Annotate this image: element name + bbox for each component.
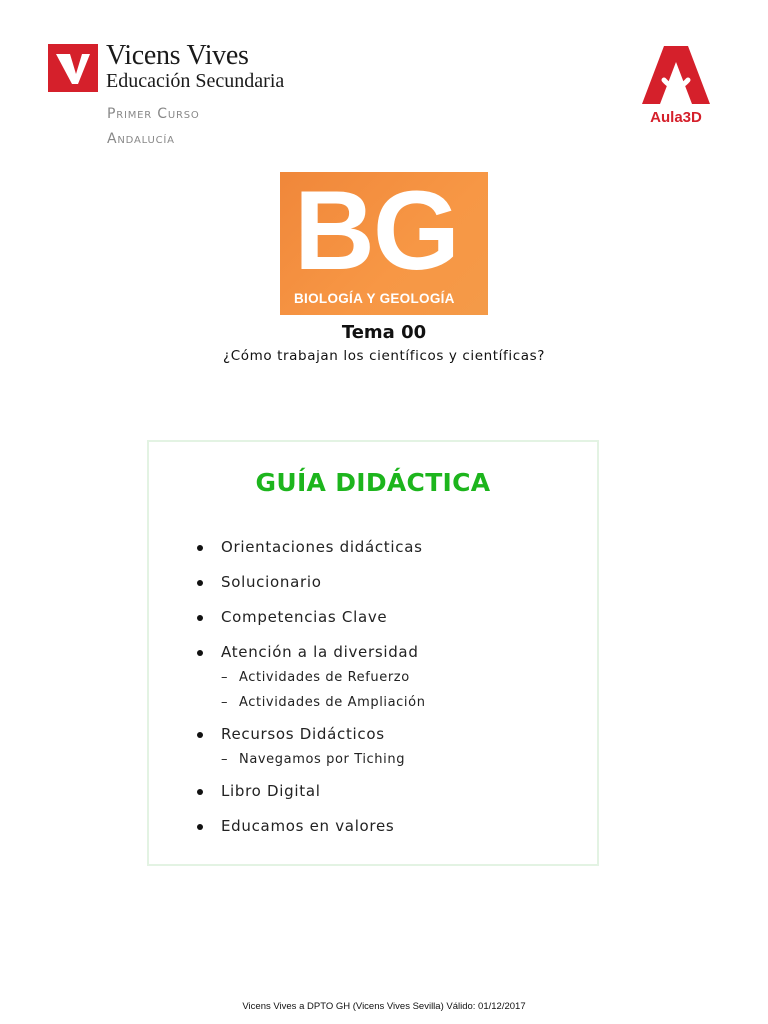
guide-subitem — [221, 665, 426, 690]
dash-marker: – — [221, 695, 229, 710]
subject-cover — [280, 168, 488, 315]
guide-sublist — [221, 747, 426, 772]
guide-title: GUÍA DIDÁCTICA — [255, 468, 491, 497]
guide-subitem-label: Navegamos por Tiching — [239, 752, 406, 767]
guide-subitem-label: Actividades de Refuerzo — [239, 670, 410, 685]
publisher-brand: Vicens Vives — [106, 40, 249, 71]
bullet-icon — [197, 824, 203, 830]
guide-item-label: Recursos Didácticos — [221, 725, 385, 743]
guide-item-label: Competencias Clave — [221, 608, 388, 626]
aula3d-logo — [640, 44, 712, 126]
guide-item — [197, 782, 426, 800]
guide-item-label: Solucionario — [221, 573, 322, 591]
bullet-icon — [197, 732, 203, 738]
guide-subitem — [221, 690, 426, 715]
guide-item — [197, 643, 426, 715]
bullet-icon — [197, 789, 203, 795]
guide-item-label: Educamos en valores — [221, 817, 395, 835]
guide-subitem — [221, 747, 426, 772]
guide-item — [197, 573, 426, 591]
dash-marker: – — [221, 752, 229, 767]
aula3d-a-icon — [640, 44, 712, 106]
subject-name: BIOLOGÍA Y GEOLOGÍA — [294, 291, 455, 306]
edition-region: Andalucía — [107, 131, 175, 147]
vicens-vives-logo-mark — [48, 44, 98, 92]
guide-item-label: Atención a la diversidad — [221, 643, 419, 661]
guide-list — [197, 538, 426, 835]
guide-item — [197, 817, 426, 835]
topic-subtitle: ¿Cómo trabajan los científicos y científicas? — [222, 348, 546, 364]
bullet-icon — [197, 650, 203, 656]
dash-marker: – — [221, 670, 229, 685]
publisher-division: Educación Secundaria — [106, 70, 285, 92]
guide-item-label: Orientaciones didácticas — [221, 538, 423, 556]
bullet-icon — [197, 545, 203, 551]
topic-title: Tema 00 — [341, 322, 427, 343]
bullet-icon — [197, 615, 203, 621]
guide-item — [197, 725, 426, 772]
guide-item-label: Libro Digital — [221, 782, 321, 800]
guide-subitem-label: Actividades de Ampliación — [239, 695, 426, 710]
guide-sublist — [221, 665, 426, 715]
guide-item — [197, 538, 426, 556]
subject-initials: BG — [294, 168, 458, 293]
footer-note: Vicens Vives a DPTO GH (Vicens Vives Sevilla) Válido: 01/12/2017 — [242, 1001, 526, 1012]
aula3d-label: Aula3D — [650, 109, 702, 126]
publisher-logo — [48, 40, 285, 92]
guide-item — [197, 608, 426, 626]
edition-course: Primer Curso — [107, 106, 200, 122]
guide-box — [147, 440, 599, 866]
bullet-icon — [197, 580, 203, 586]
